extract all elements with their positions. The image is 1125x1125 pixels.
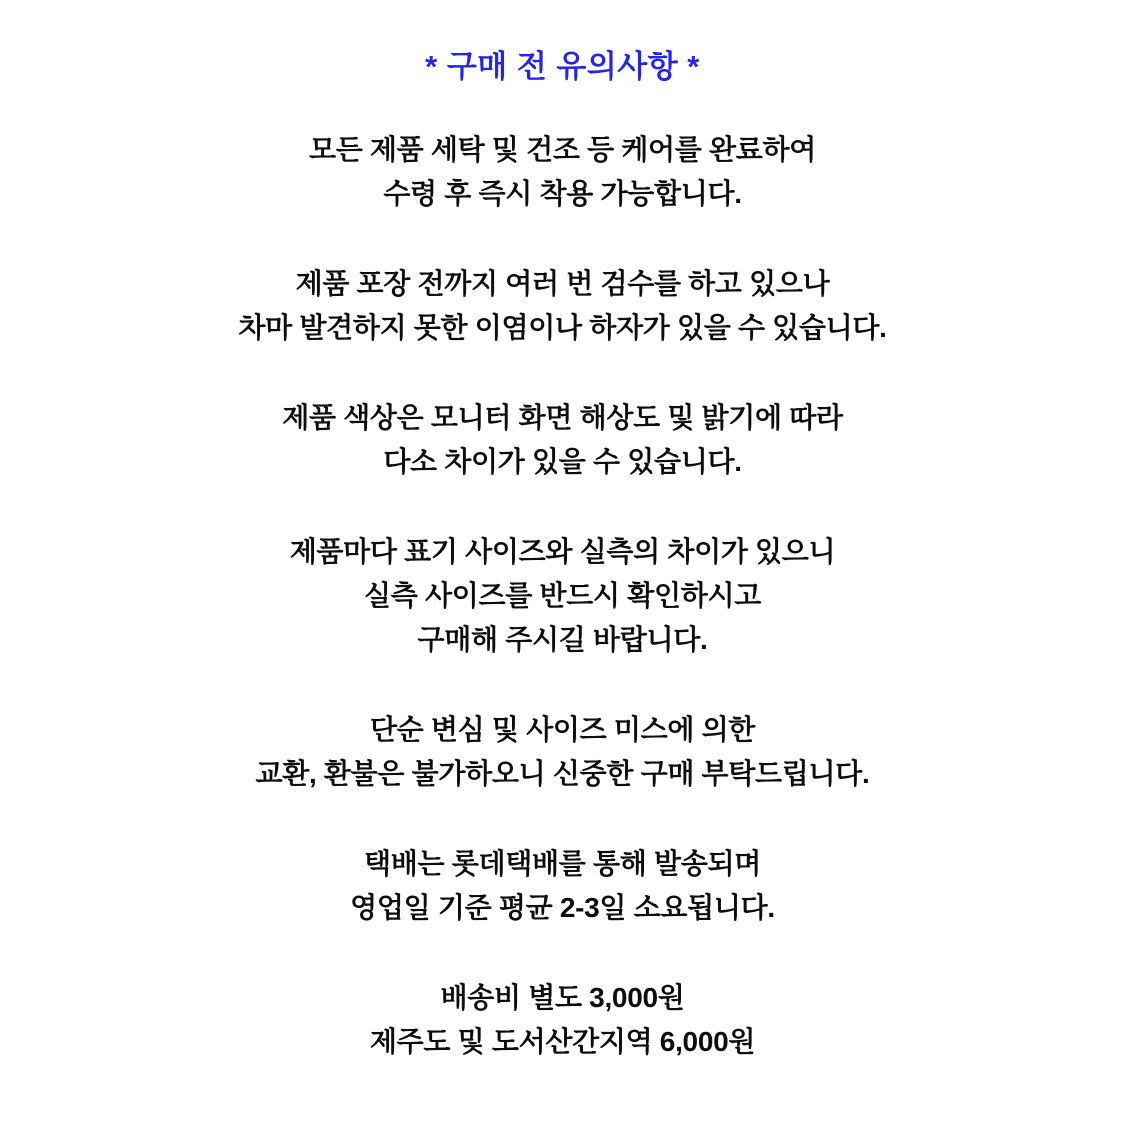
notice-line: 차마 발견하지 못한 이염이나 하자가 있을 수 있습니다. <box>238 312 887 343</box>
notice-line: 배송비 별도 3,000원 <box>440 982 685 1013</box>
notice-line: 다소 차이가 있을 수 있습니다. <box>383 446 742 477</box>
notice-line: 교환, 환불은 불가하오니 신중한 구매 부탁드립니다. <box>255 758 870 789</box>
page-title: * 구매 전 유의사항 * <box>425 49 700 84</box>
notice-line: 실측 사이즈를 반드시 확인하시고 <box>364 580 761 611</box>
paragraph-monitor-color <box>0 396 1125 484</box>
notice-line: 제품마다 표기 사이즈와 실측의 차이가 있으니 <box>289 536 836 567</box>
notice-line: 영업일 기준 평균 2-3일 소요됩니다. <box>350 892 775 923</box>
notice-line: 수령 후 즉시 착용 가능합니다. <box>383 178 742 209</box>
notice-line: 제품 포장 전까지 여러 번 검수를 하고 있으나 <box>295 268 830 299</box>
paragraph-inspection <box>0 262 1125 350</box>
paragraph-care-complete <box>0 128 1125 216</box>
notice-line: 단순 변심 및 사이즈 미스에 의한 <box>369 714 756 745</box>
paragraph-size-check <box>0 530 1125 662</box>
notice-line: 모든 제품 세탁 및 건조 등 케어를 완료하여 <box>308 134 817 165</box>
notice-line: 제주도 및 도서산간지역 6,000원 <box>369 1026 756 1057</box>
notice-line: 제품 색상은 모니터 화면 해상도 및 밝기에 따라 <box>282 402 843 433</box>
paragraph-shipping-carrier <box>0 842 1125 930</box>
notice-line: 구매해 주시길 바랍니다. <box>417 624 708 655</box>
notice-line: 택배는 롯데택배를 통해 발송되며 <box>364 848 761 879</box>
paragraph-shipping-fee <box>0 976 1125 1064</box>
paragraph-no-refund <box>0 708 1125 796</box>
